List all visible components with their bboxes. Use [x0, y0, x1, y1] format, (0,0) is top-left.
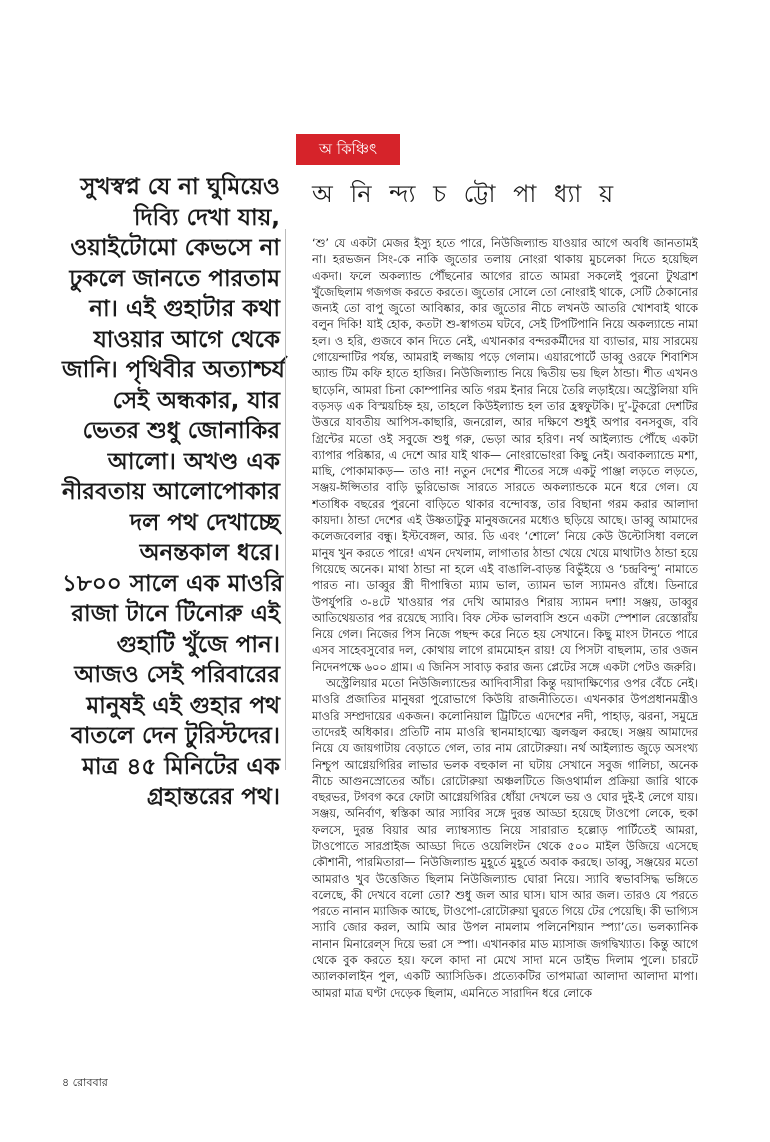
pull-quote-line: নীরবতায় আলোপোকার	[62, 479, 281, 505]
pull-quote-line: সুখস্বপ্ন যে না ঘুমিয়েও	[80, 174, 280, 200]
pull-quote-line: আজও সেই পরিবারের	[74, 662, 280, 688]
pull-quote-line: গ্রহান্তরের পথ।	[146, 784, 280, 810]
article-paragraph: ‘শু’ যে একটা মেজর ইস্যু হতে পারে, নিউজিল্যান্ড যাওয়ার আগে অবধি জানতামই না। হরভজন সিং-কে নাকি জুতোর তলায় নোংরা থাকায় মুচলেকা দিতে হয়েছিল একদা। ফলে অকল্যান্ড পৌঁছনোর আগের রাতে আমরা সকলেই পুরনো টুথব্রাশ খুঁজেছিলাম গজগজ করতে করতে। জুতোর সোলে তো নোংরাই থাকে, সেটি ঠেকানোর জন্যই তো বাপু জুতো আবিষ্কার, কার জুতোর নীচে লখনউ আতরি খোশবাই থাকে বলুন দিকি! যাই হোক, কতটা শু-স্বাগতম ঘটবে, সেই টিপটিপানি নিয়ে অকল্যান্ডে নামা হল। ও হরি, গুজবে কান দিতে নেই, এখানকার বন্দরকর্মীদের যা ব্যাভার, মায় সারমেয় গোয়েন্দাটির পর্যন্ত, আমরাই লজ্জায় পড়ে গেলাম। এয়ারপোর্টে ডাব্বু ওরফে শিবাশিস অ্যান্ড টিম কফি হাতে হাজির। নিউজিল্যান্ড নিয়ে দ্বিতীয় ভয় ছিল ঠান্ডা। শীত এখনও ছাড়েনি, আমরা চিনা কোম্পানির অতি গরম ইনার নিয়ে তৈরি লড়াইয়ে। অস্ট্রেলিয়া যদি বড়সড় এক বিস্ময়চিহ্ন হয়, তাহলে কিউইল্যান্ড হল তার হ্রস্বফুটকি। দু’-টুকরো দেশটির উত্তরে যাবতীয় আপিস-কাছারি, জনরোল, আর দক্ষিণে শুধুই অপার বনসবুজ, ববি গ্রিন্টের মতো ওই সবুজে শুধু গরু, ভেড়া আর হরিণ। নর্থ আইল্যান্ড পৌঁছে একটা ব্যাপার পরিষ্কার, এ দেশে আর যাই থাক— নোংরাভোংরা কিছু নেই। অবাকল্যান্ডে মশা, মাছি, পোকামাকড়— তাও না! নতুন দেশের শীতের সঙ্গে একটু পাঞ্জা লড়তে লড়তে, সঞ্জয়-ঈপ্সিতার বাড়ি ভুরিভোজ সারতে সারতে অকল্যান্ডকে মনে ধরে গেল। যে শতাধিক বছরের পুরনো বাড়িতে থাকার বন্দোবস্ত, তার বিছানা গরম করার আলাদা কায়দা। ঠান্ডা দেশের এই উষ্ণতাটুকু মানুষজনের মধ্যেও ছড়িয়ে আছে। ডাব্বু আমাদের কলেজবেলার বন্ধু। ইস্টবেঙ্গল, আর. ডি এবং ‘শোলে’ নিয়ে কেউ উল্টোসিধা বললে মানুষ খুন করতে পারে! এখন দেখলাম, লাগাতার ঠান্ডা খেয়ে খেয়ে মাথাটাও ঠান্ডা হয়ে গিয়েছে অনেক। মাথা ঠান্ডা না হলে এই বাঙালি-বাড়ন্ত বিভুঁইয়ে ও ‘চন্দ্রবিন্দু’ নামাতে পারত না। ডাব্বুর স্ত্রী দীপান্বিতা ম্যাম ভাল, ত্যামন ভাল স্যামনও রাঁধে। ডিনারে উপর্যুপরি ৩-৪টে খাওয়ার পর দেখি আমারও শিরায় স্যামন দশা! সঞ্জয়, ডাব্বুর আতিথেয়তার পর রয়েছে স্যাবি। বিফ স্টেক ভালবাসি শুনে একটা স্পেশাল রেস্তোরাঁয় নিয়ে গেল। নিজের পিস নিজে পছন্দ করে নিতে হয় সেখানে। কিছু মাংস টানতে পারে এসব সাহেবসুবোর দল, কোথায় লাগে রামমোহন রায়! যে পিসটা বাছলাম, তার ওজন নিদেনপক্ষে ৬০০ গ্রাম। এ জিনিস সাবাড় করার জন্য প্লেটের সঙ্গে একটা পেটও জরুরি।	[312, 236, 698, 674]
pull-quote-line: সেই অন্ধকার, যার	[112, 387, 280, 414]
pull-quote	[62, 172, 285, 813]
pull-quote-line: ১৮০০ সালে এক মাওরি	[62, 570, 284, 597]
pull-quote-line: জানি। পৃথিবীর অত্যাশ্চর্য	[62, 357, 285, 383]
column-divider	[285, 229, 286, 770]
page-folio: ৪ রোববার	[62, 1076, 108, 1089]
pull-quote-line: ওয়াইটোমো কেভসে না	[70, 235, 280, 261]
pull-quote-line: দল পথ দেখাচ্ছে	[130, 509, 280, 536]
pull-quote-line: দিব্যি দেখা যায়,	[133, 204, 280, 231]
article-body	[312, 235, 698, 1071]
pull-quote-line: ঢুকলে জানতে পারতাম	[69, 265, 280, 292]
pull-quote-line: আলো। অখণ্ড এক	[107, 448, 280, 475]
pull-quote-line: অনন্তকাল ধরে।	[139, 540, 280, 566]
pull-quote-line: গুহাটি খুঁজে পান।	[116, 631, 280, 658]
pull-quote-line: না। এই গুহাটার কথা	[89, 296, 280, 322]
article-paragraph: অস্ট্রেলিয়ার মতো নিউজিল্যান্ডের আদিবাসীরা কিন্তু দয়াদাক্ষিণ্যের ওপর বেঁচে নেই। মাওরি প্রজাতির মানুষরা পুরোভাগে কিউয়ি রাজনীতিতে। এখনকার উপপ্রধানমন্ত্রীও মাওরি সম্প্রদায়ের একজন। কলোনিয়াল ট্রিটিতে এদেশের নদী, পাহাড়, ঝরনা, সমুদ্রে তাদেরই অধিকার। প্রতিটি নাম মাওরি স্থানমাহাত্ম্যে জ্বলজ্বল করছে। সঞ্জয় আমাদের নিয়ে যে জায়গাটায় বেড়াতে গেল, তার নাম রোটোরুয়া। নর্থ আইল্যান্ড জুড়ে অসংখ্য নিশ্চুপ আগ্নেয়গিরির লাভার ভলক বহুকাল না ঘটায় সেখানে সবুজ গালিচা, অনেক নীচে আগুনস্রোতের আঁচ। রোটোরুয়া অঞ্চলটিতে জিওথার্মাল প্রক্রিয়া জারি থাকে বছরভর, টগবগ করে ফোটা আগ্নেয়গিরির ধোঁয়া দেখলে ভয় ও ঘোর দুই-ই লেগে যায়। সঞ্জয়, অনির্বাণ, স্বস্তিকা আর স্যাবির সঙ্গে দুরন্ত আড্ডা হয়েছে টাওপো লেকে, হুকা ফলসে, দুরন্ত বিয়ার আর ল্যাম্বস্যান্ড নিয়ে সারারাত হল্লোড় পার্টিতেই আমরা, টাওপোতে সারপ্রাইজ আড্ডা দিতে ওয়েলিংটন থেকে ৫০০ মাইল উজিয়ে এসেছে কৌশানী, পারমিতারা— নিউজিল্যান্ড মুহূর্তে মুহূর্তে অবাক করছে। ডাব্বু, সঞ্জয়ের মতো আমরাও খুব উত্তেজিত ছিলাম নিউজিল্যান্ড ঘোরা নিয়ে। স্যাবি স্বভাবসিদ্ধ ভঙ্গিতে বলেছে, কী দেখবে বলো তো? শুধু জল আর ঘাস। ঘাস আর জল। তারও যে পরতে পরতে নানান ম্যাজিক আছে, টাওপো-রোটোরুয়া ঘুরতে গিয়ে টের পেয়েছি। কী ভাগ্যিস স্যাবি জোর করল, আমি আর উপল নামলাম পলিনেশিয়ান স্প্যা’তে। ভলক্যানিক নানান মিনারেল্‌স দিয়ে ভরা সে স্পা। এখানকার মাড ম্যাসাজ জগদ্বিখ্যাত। কিন্তু আগে থেকে বুক করতে হয়। ফলে কাদা না মেখে সাদা মনে ডাইভ দিলাম পুলে। চারটে অ্যালকালাইন পুল, একটি অ্যাসিডিক। প্রত্যেকটির তাপমাত্রা আলাদা আলাদা মাপা। আমরা মাত্র ঘণ্টা দেড়েক ছিলাম, এমনিতে সারাদিন ধরে লোকে	[312, 676, 698, 1000]
author-byline: অ নি ন্দ্য চ ট্টো পা ধ্যা য়	[312, 180, 619, 208]
section-tag: অ কিঞ্চিৎ	[296, 134, 400, 165]
pull-quote-line: ভেতর শুধু জোনাকির	[82, 418, 280, 444]
pull-quote-line: রাজা টানে টিনোরু এই	[71, 601, 280, 627]
pull-quote-line: যাওয়ার আগে থেকে	[93, 326, 280, 353]
pull-quote-line: মাত্র ৪৫ মিনিটের এক	[82, 753, 280, 780]
pull-quote-line: মানুষই এই গুহার পথ	[86, 692, 280, 719]
pull-quote-line: বাতলে দেন টুরিস্টদের।	[70, 723, 280, 749]
